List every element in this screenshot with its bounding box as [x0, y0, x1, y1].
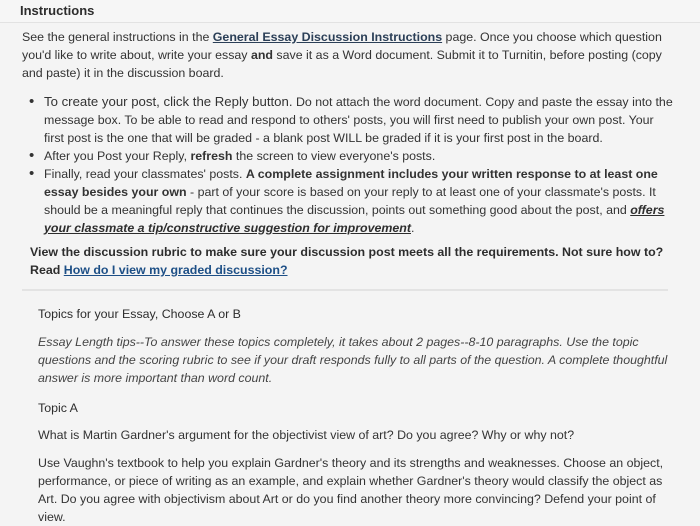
bullet-refresh: [42, 147, 676, 165]
bullet-read-classmates: [42, 165, 676, 237]
rubric-paragraph: [30, 243, 676, 279]
intro-paragraph: [22, 28, 676, 82]
instructions-content: [22, 28, 676, 279]
bullet-read-start: Finally, read your classmates' posts.: [44, 167, 246, 181]
rubric-text: View the discussion rubric to make sure your discussion post meets all the requirements. Not sure how to? Read: [30, 245, 664, 277]
bullet-refresh-start: After you Post your Reply,: [44, 149, 191, 163]
bullet-read-rest: - part of your score is based on your reply to at least one of your classmate's posts. It should be a meaningful reply that continues the discussion, points out something good about the post, and: [44, 185, 656, 217]
instruction-bullets: [22, 93, 676, 237]
intro-text-after2: save it as a Word document. Submit it to Turnitin, before posting (copy and paste) it in the discussion board.: [22, 48, 662, 80]
intro-text-before: See the general instructions in the: [22, 30, 213, 44]
graded-discussion-link[interactable]: How do I view my graded discussion?: [63, 263, 288, 277]
topic-a-label: Topic A: [38, 401, 78, 415]
bullet-read-end: .: [411, 221, 415, 235]
bullet-refresh-bold: refresh: [190, 149, 233, 163]
bullet-reply-lead: To create your post, click the Reply button.: [44, 94, 293, 109]
intro-text-after1: page. Once you choose which question you'd like to write about, write your essay: [22, 30, 662, 62]
intro-bold-and: and: [250, 48, 273, 62]
bullet-reply-rest: Do not attach the word document. Copy and paste the essay into the message box. To be able to read and respond to others' posts, you will first need to publish your own post. Your first post is the one that will be graded - a blank post WILL be graded if it is your first post in the board.: [44, 95, 673, 145]
page-title: Instructions: [20, 3, 95, 18]
topics-section: [38, 305, 668, 526]
topic-a-detail: Use Vaughn's textbook to help you explain Gardner's theory and its strengths and weaknesses. Choose an object, performance, or piece of writing as an example, and explain whether Gardner's theory would classify the object as Art. Do you agree with objectivism about Art or do you find another theory more convincing? Defend your point of view.: [38, 456, 664, 524]
constructive-suggestion-link[interactable]: offers your classmate a tip/constructive suggestion for improvement: [44, 203, 665, 235]
topic-a-question: What is Martin Gardner's argument for the objectivist view of art? Do you agree? Why or why not?: [38, 428, 575, 442]
general-instructions-link[interactable]: General Essay Discussion Instructions: [212, 30, 443, 44]
section-divider: [22, 289, 668, 291]
bullet-read-bold: A complete assignment includes your written response to at least one essay besides your own: [44, 167, 658, 199]
essay-length-tips: Essay Length tips--To answer these topics completely, it takes about 2 pages--8-10 paragraphs. Use the topic questions and the scoring rubric to see if your draft responds fully to all parts of the question. A complete thoughtful answer is more important than word count.: [38, 335, 668, 385]
topics-title: Topics for your Essay, Choose A or B: [38, 307, 241, 321]
page-header: [0, 0, 700, 23]
bullet-reply: [42, 93, 676, 147]
bullet-refresh-rest: the screen to view everyone's posts.: [232, 149, 436, 163]
